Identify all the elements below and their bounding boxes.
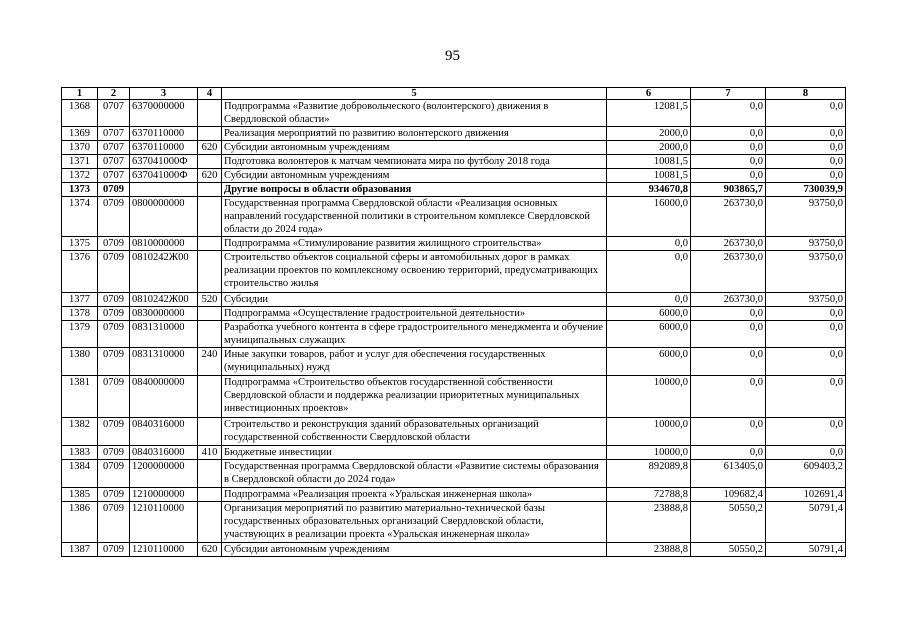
row-number: 1384 [62,460,98,488]
section-code: 0709 [98,446,130,460]
target-article-code: 0800000000 [130,197,198,237]
item-name: Подпрограмма «Стимулирование развития жилищного строительства» [222,237,607,251]
table-row [62,307,846,321]
amount-col-6: 0,0 [607,237,691,251]
amount-col-6: 10000,0 [607,418,691,446]
item-name: Иные закупки товаров, работ и услуг для обеспечения государственных (муниципальных) нужд [222,348,607,376]
amount-col-8: 93750,0 [766,197,846,237]
row-number: 1371 [62,155,98,169]
table-row [62,237,846,251]
section-code: 0707 [98,155,130,169]
amount-col-7: 0,0 [691,155,766,169]
amount-col-7: 263730,0 [691,237,766,251]
item-name: Субсидии [222,293,607,307]
amount-col-8: 0,0 [766,127,846,141]
expense-type-code [198,183,222,197]
row-number: 1387 [62,543,98,557]
table-body [62,100,846,557]
item-name: Государственная программа Свердловской области «Развитие системы образования в Свердловской области до 2024 года» [222,460,607,488]
amount-col-8: 0,0 [766,376,846,418]
expense-type-code [198,155,222,169]
target-article-code: 1200000000 [130,460,198,488]
table-row [62,100,846,127]
header-col-5: 5 [222,88,607,100]
table-row [62,502,846,543]
amount-col-8: 50791,4 [766,502,846,543]
amount-col-8: 0,0 [766,321,846,348]
row-number: 1380 [62,348,98,376]
amount-col-8: 0,0 [766,100,846,127]
table-row [62,141,846,155]
target-article-code: 637041000Ф [130,169,198,183]
table-row [62,376,846,418]
amount-col-7: 50550,2 [691,502,766,543]
section-code: 0709 [98,197,130,237]
section-code: 0709 [98,348,130,376]
amount-col-7: 0,0 [691,418,766,446]
target-article-code: 637041000Ф [130,155,198,169]
target-article-code: 1210110000 [130,502,198,543]
target-article-code: 0831310000 [130,348,198,376]
target-article-code: 0830000000 [130,307,198,321]
section-code: 0707 [98,169,130,183]
section-code: 0709 [98,376,130,418]
row-number: 1381 [62,376,98,418]
amount-col-8: 0,0 [766,307,846,321]
amount-col-7: 263730,0 [691,197,766,237]
row-number: 1377 [62,293,98,307]
table-row [62,543,846,557]
amount-col-6: 16000,0 [607,197,691,237]
amount-col-6: 72788,8 [607,488,691,502]
section-code: 0709 [98,307,130,321]
section-code: 0709 [98,183,130,197]
item-name: Бюджетные инвестиции [222,446,607,460]
item-name: Разработка учебного контента в сфере градостроительного менеджмента и обучение муниципальных служащих [222,321,607,348]
table-row [62,251,846,293]
row-number: 1372 [62,169,98,183]
amount-col-6: 23888,8 [607,502,691,543]
item-name: Организация мероприятий по развитию материально-технической базы государственных образовательных организаций Свердловской области, участвующих в реализации проекта «Уральская инженерная школа» [222,502,607,543]
expense-type-code [198,418,222,446]
item-name: Подпрограмма «Осуществление градостроительной деятельности» [222,307,607,321]
row-number: 1378 [62,307,98,321]
amount-col-6: 892089,8 [607,460,691,488]
amount-col-7: 0,0 [691,100,766,127]
section-code: 0709 [98,460,130,488]
header-col-4: 4 [198,88,222,100]
table-row [62,446,846,460]
row-number: 1376 [62,251,98,293]
amount-col-6: 10081,5 [607,169,691,183]
table-row [62,348,846,376]
amount-col-8: 0,0 [766,446,846,460]
item-name: Государственная программа Свердловской области «Реализация основных направлений государственной политики в строительном комплексе Свердловской области до 2024 года» [222,197,607,237]
section-code: 0709 [98,543,130,557]
table-row [62,293,846,307]
item-name: Другие вопросы в области образования [222,183,607,197]
header-col-2: 2 [98,88,130,100]
section-code: 0709 [98,502,130,543]
amount-col-6: 934670,8 [607,183,691,197]
target-article-code: 0810242Ж00 [130,251,198,293]
amount-col-6: 10081,5 [607,155,691,169]
amount-col-6: 0,0 [607,293,691,307]
item-name: Подпрограмма «Развитие добровольческого (волонтерского) движения в Свердловской области» [222,100,607,127]
amount-col-8: 0,0 [766,169,846,183]
item-name: Субсидии автономным учреждениям [222,169,607,183]
page-number: 95 [445,48,460,64]
amount-col-6: 10000,0 [607,446,691,460]
amount-col-8: 0,0 [766,141,846,155]
header-col-3: 3 [130,88,198,100]
expense-type-code [198,321,222,348]
item-name: Субсидии автономным учреждениям [222,543,607,557]
section-code: 0707 [98,141,130,155]
amount-col-6: 2000,0 [607,141,691,155]
amount-col-6: 6000,0 [607,348,691,376]
section-code: 0709 [98,237,130,251]
amount-col-7: 0,0 [691,446,766,460]
expense-type-code [198,376,222,418]
header-col-8: 8 [766,88,846,100]
expense-type-code: 410 [198,446,222,460]
amount-col-8: 730039,9 [766,183,846,197]
section-code: 0709 [98,293,130,307]
expense-type-code [198,127,222,141]
target-article-code: 0810000000 [130,237,198,251]
amount-col-8: 93750,0 [766,293,846,307]
row-number: 1370 [62,141,98,155]
table-row [62,321,846,348]
row-number: 1379 [62,321,98,348]
amount-col-7: 613405,0 [691,460,766,488]
table-row [62,488,846,502]
row-number: 1369 [62,127,98,141]
header-col-6: 6 [607,88,691,100]
table-row [62,169,846,183]
row-number: 1368 [62,100,98,127]
expense-type-code [198,502,222,543]
amount-col-8: 0,0 [766,155,846,169]
amount-col-7: 0,0 [691,321,766,348]
item-name: Субсидии автономным учреждениям [222,141,607,155]
amount-col-8: 0,0 [766,418,846,446]
table-row [62,127,846,141]
section-code: 0709 [98,321,130,348]
target-article-code: 1210000000 [130,488,198,502]
row-number: 1373 [62,183,98,197]
section-code: 0709 [98,418,130,446]
section-code: 0709 [98,488,130,502]
expense-type-code: 620 [198,169,222,183]
row-number: 1383 [62,446,98,460]
table-row [62,418,846,446]
section-code: 0707 [98,100,130,127]
amount-col-8: 609403,2 [766,460,846,488]
target-article-code: 6370000000 [130,100,198,127]
header-col-7: 7 [691,88,766,100]
amount-col-8: 93750,0 [766,251,846,293]
target-article-code: 1210110000 [130,543,198,557]
amount-col-7: 263730,0 [691,251,766,293]
row-number: 1382 [62,418,98,446]
amount-col-7: 50550,2 [691,543,766,557]
target-article-code: 6370110000 [130,141,198,155]
amount-col-6: 12081,5 [607,100,691,127]
amount-col-7: 0,0 [691,307,766,321]
target-article-code: 0840000000 [130,376,198,418]
amount-col-7: 0,0 [691,376,766,418]
table-row [62,155,846,169]
expense-type-code [198,460,222,488]
amount-col-7: 109682,4 [691,488,766,502]
row-number: 1374 [62,197,98,237]
target-article-code: 6370110000 [130,127,198,141]
amount-col-6: 2000,0 [607,127,691,141]
amount-col-7: 0,0 [691,141,766,155]
table-row [62,197,846,237]
expense-type-code: 520 [198,293,222,307]
expense-type-code [198,237,222,251]
target-article-code: 0831310000 [130,321,198,348]
item-name: Подпрограмма «Строительство объектов государственной собственности Свердловской области и поддержка реализации приоритетных муниципальных инвестиционных проектов» [222,376,607,418]
amount-col-7: 0,0 [691,127,766,141]
expense-type-code [198,100,222,127]
amount-col-8: 102691,4 [766,488,846,502]
table-row [62,183,846,197]
item-name: Подпрограмма «Реализация проекта «Уральская инженерная школа» [222,488,607,502]
amount-col-6: 6000,0 [607,307,691,321]
target-article-code [130,183,198,197]
item-name: Строительство и реконструкция зданий образовательных организаций государственной собственности Свердловской области [222,418,607,446]
amount-col-6: 23888,8 [607,543,691,557]
target-article-code: 0840316000 [130,446,198,460]
expense-type-code [198,488,222,502]
expense-type-code: 620 [198,141,222,155]
row-number: 1386 [62,502,98,543]
amount-col-6: 0,0 [607,251,691,293]
expense-type-code [198,307,222,321]
target-article-code: 0810242Ж00 [130,293,198,307]
expense-type-code: 620 [198,543,222,557]
row-number: 1385 [62,488,98,502]
amount-col-7: 0,0 [691,348,766,376]
amount-col-7: 903865,7 [691,183,766,197]
table-header-row [62,88,846,100]
table-row [62,460,846,488]
amount-col-8: 93750,0 [766,237,846,251]
expense-type-code [198,251,222,293]
section-code: 0709 [98,251,130,293]
amount-col-8: 50791,4 [766,543,846,557]
item-name: Подготовка волонтеров к матчам чемпионата мира по футболу 2018 года [222,155,607,169]
expense-type-code [198,197,222,237]
header-col-1: 1 [62,88,98,100]
budget-table [61,87,846,557]
amount-col-6: 6000,0 [607,321,691,348]
section-code: 0707 [98,127,130,141]
amount-col-7: 263730,0 [691,293,766,307]
item-name: Реализация мероприятий по развитию волонтерского движения [222,127,607,141]
expense-type-code: 240 [198,348,222,376]
amount-col-8: 0,0 [766,348,846,376]
target-article-code: 0840316000 [130,418,198,446]
row-number: 1375 [62,237,98,251]
item-name: Строительство объектов социальной сферы и автомобильных дорог в рамках реализации проектов по комплексному освоению территорий, предусматривающих строительство жилья [222,251,607,293]
amount-col-6: 10000,0 [607,376,691,418]
amount-col-7: 0,0 [691,169,766,183]
